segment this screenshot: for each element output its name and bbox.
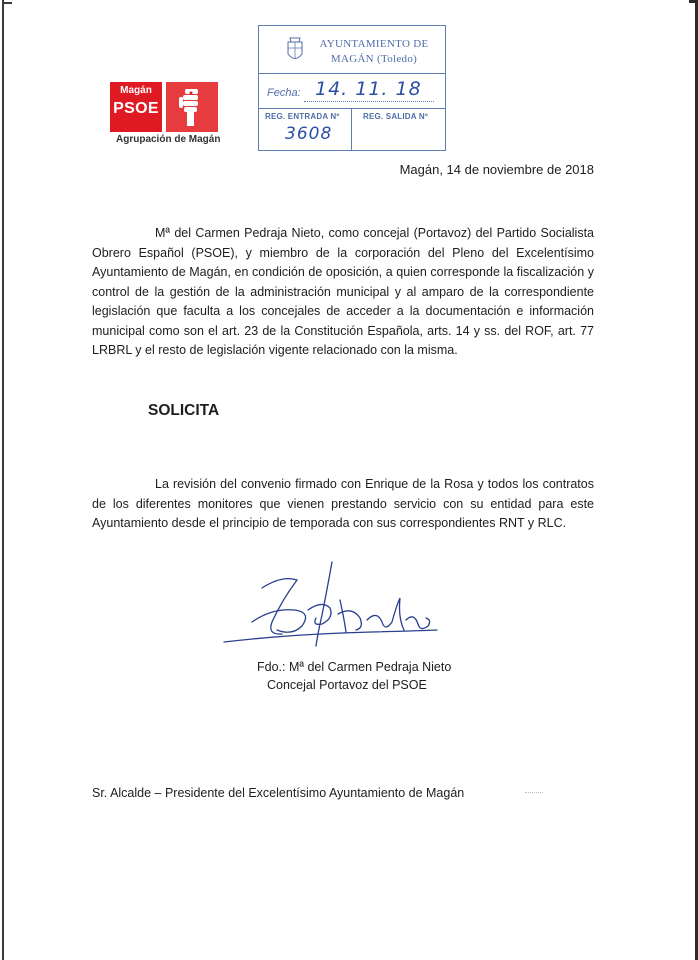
stamp-date-line bbox=[304, 101, 434, 102]
stamp-date-label: Fecha: bbox=[267, 87, 301, 99]
stamp-entry-label: REG. ENTRADA Nº bbox=[265, 112, 340, 121]
stamp-entry-number: 3608 bbox=[285, 124, 333, 144]
logo-city: Magán bbox=[120, 85, 152, 96]
stamp-column-divider bbox=[351, 108, 352, 150]
signatory-name: Fdo.: Mª del Carmen Pedraja Nieto bbox=[257, 660, 452, 674]
request-paragraph: La revisión del convenio firmado con Enrique de la Rosa y todos los contratos de los diferentes monitores que vienen prestando servicio con su entidad para este Ayuntamiento desde el principio de temporada con sus correspondientes RNT y RLC. bbox=[92, 477, 594, 530]
stamp-date-value: 14. 11. 18 bbox=[315, 78, 422, 100]
scan-edge-right-top bbox=[689, 0, 695, 3]
stamp-title-line2: MAGÁN (Toledo) bbox=[330, 53, 418, 65]
addressee: Sr. Alcalde – Presidente del Excelentísimo Ayuntamiento de Magán bbox=[92, 786, 465, 800]
stamp-divider bbox=[259, 108, 445, 109]
registry-stamp bbox=[258, 25, 446, 151]
logo-caption: Agrupación de Magán bbox=[116, 134, 221, 145]
document-date: Magán, 14 de noviembre de 2018 bbox=[399, 162, 594, 177]
scan-specks bbox=[525, 792, 543, 795]
psoe-logo bbox=[110, 82, 218, 132]
stamp-exit-label: REG. SALIDA Nº bbox=[363, 112, 428, 121]
scan-edge-left bbox=[2, 0, 4, 960]
stamp-title-line1: AYUNTAMIENTO DE bbox=[319, 38, 429, 50]
handwritten-signature bbox=[222, 560, 442, 660]
logo-text-box bbox=[110, 82, 162, 132]
logo-fist-box bbox=[166, 82, 218, 132]
scan-corner bbox=[2, 2, 12, 4]
stamp-divider bbox=[259, 73, 445, 74]
coat-of-arms-icon bbox=[286, 36, 304, 64]
fist-rose-icon bbox=[166, 82, 218, 132]
logo-party: PSOE bbox=[113, 100, 159, 117]
request-heading: SOLICITA bbox=[148, 402, 220, 419]
intro-paragraph: Mª del Carmen Pedraja Nieto, como concejal (Portavoz) del Partido Socialista Obrero Español (PSOE), y miembro de la corporación del Pleno del Excelentísimo Ayuntamiento de Magán, en condición de oposición, a quien corresponde la fiscalización y control de la gestión de la administración municipal y al amparo de la correspondiente legislación que faculta a los concejales de acceder a la documentación e información municipal como son el art. 23 de la Constitución Española, arts. 14 y ss. del ROF, art. 77 LRBRL y el resto de legislación vigente relacionado con la misma. bbox=[92, 226, 594, 357]
signatory-role: Concejal Portavoz del PSOE bbox=[267, 678, 427, 692]
